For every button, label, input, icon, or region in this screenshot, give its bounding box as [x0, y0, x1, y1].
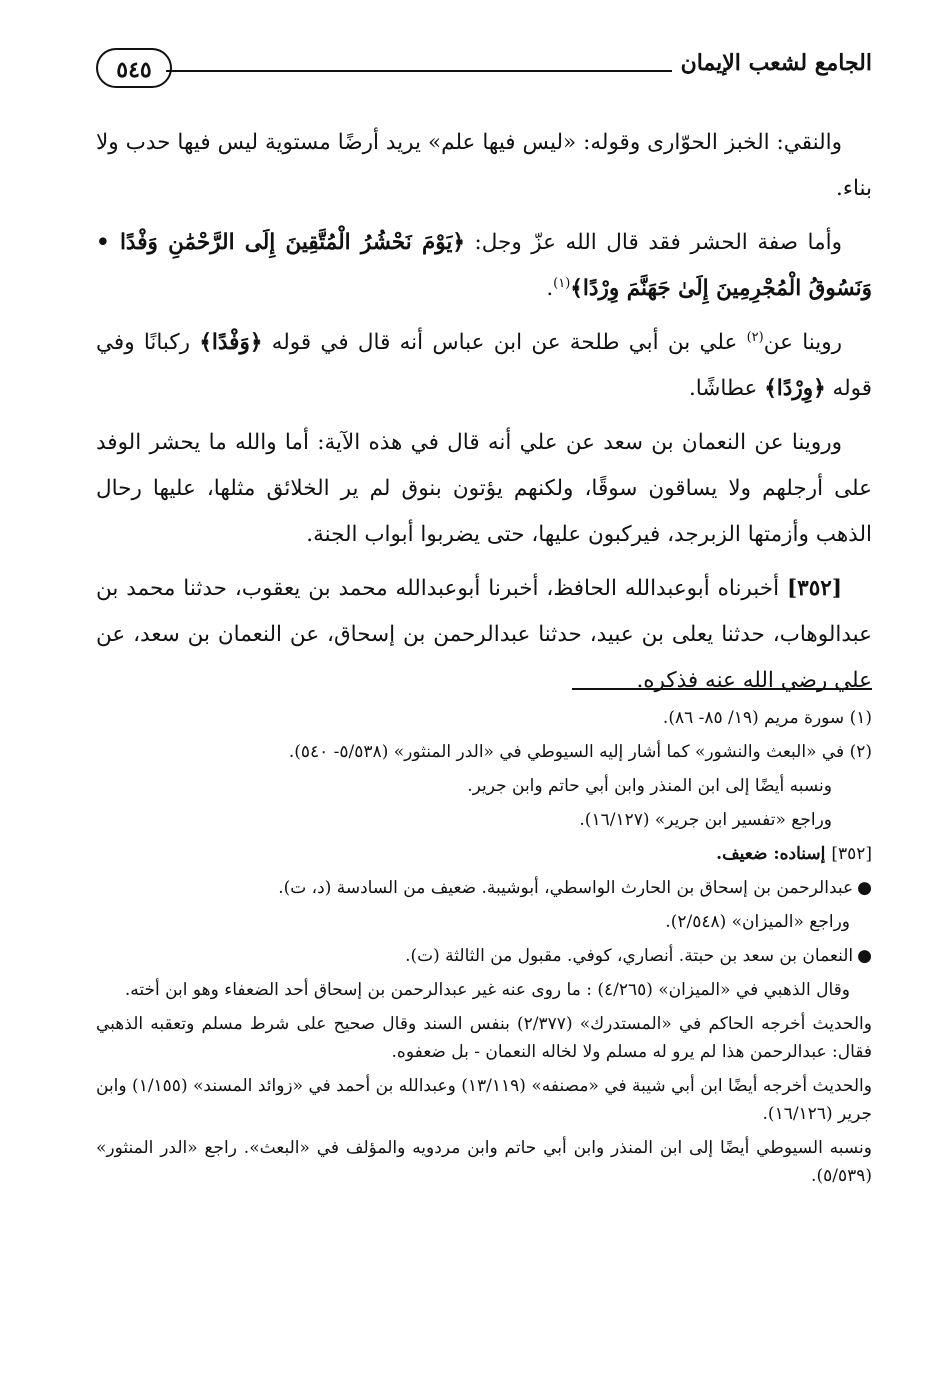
paragraph-2-end: . — [546, 276, 554, 301]
footnote-2-note-a: ونسبه أيضًا إلى ابن المنذر وابن أبي حاتم وابن جرير. — [467, 776, 832, 796]
quran-word-wafdan: ﴿وَفْدًا﴾ — [199, 330, 263, 355]
paragraph-3-start: روينا عن — [763, 330, 842, 355]
footnote-2-note-b: وراجع «تفسير ابن جرير» (١٦/١٢٧). — [579, 810, 832, 830]
paragraph-3-end: عطاشًا. — [688, 376, 765, 401]
paragraph-2-intro: وأما صفة الحشر فقد قال الله عزّ وجل: — [464, 230, 842, 255]
paragraph-2 — [96, 220, 872, 312]
footnote-ref-1: (١) — [553, 275, 571, 291]
running-title: الجامع لشعب الإيمان — [680, 50, 872, 76]
paragraph-3-mid2: ركبانًا وفي قوله — [96, 330, 872, 401]
quran-word-wirdan: ﴿وِرْدًا﴾ — [764, 376, 826, 401]
quran-verse: ﴿يَوْمَ نَحْشُرُ الْمُتَّقِينَ إِلَى الرَّحْمَٰنِ وَفْدًا • وَنَسُوقُ الْمُجْرِمِينَ إِلَىٰ جَهَنَّمَ وِرْدًا﴾ — [96, 230, 872, 301]
paragraph-5 — [96, 566, 872, 704]
page-number: ٥٤٥ — [96, 48, 172, 88]
header-rule — [166, 70, 672, 72]
narrator-1 — [96, 874, 872, 902]
commentary-3: ونسبه السيوطي أيضًا إلى ابن المنذر وابن أبي حاتم وابن مردويه والمؤلف في «البعث». راجع «الدر المنثور» (٥/٥٣٩). — [96, 1138, 872, 1186]
commentary-2: والحديث أخرجه أيضًا ابن أبي شيبة في «مصنفه» (١٣/١١٩) وعبدالله بن أحمد في «زوائد المسند» (١/١٥٥) وابن جرير (١٦/١٢٦). — [96, 1076, 872, 1124]
footnotes — [96, 704, 872, 1196]
narrator-2-note: وقال الذهبي في «الميزان» (٤/٢٦٥) : ما روى عنه غير عبدالرحمن بن إسحاق أحد الضعفاء وهو ابن أخته. — [124, 980, 850, 1000]
commentary-1: والحديث أخرجه الحاكم في «المستدرك» (٢/٣٧٧) بنفس السند وقال صحيح على شرط مسلم وتعقبه الذهبي فقال: عبدالرحمن هذا لم يرو له مسلم ولا لخاله النعمان - بل ضعفوه. — [96, 1014, 872, 1062]
footnote-separator — [572, 688, 872, 690]
bullet-icon: ● — [857, 878, 872, 898]
footnote-ref-2: (٢) — [746, 329, 764, 345]
footnote-352-heading — [96, 840, 872, 868]
narrator-1-text: عبدالرحمن بن إسحاق بن الحارث الواسطي، أبوشيبة. ضعيف من السادسة (د، ت). — [278, 878, 854, 898]
paragraph-3-mid1: علي بن أبي طلحة عن ابن عباس أنه قال في قوله — [262, 330, 747, 355]
page-header — [96, 44, 872, 100]
footnote-352-label: إسناده: ضعيف. — [716, 844, 832, 864]
bullet-icon: ● — [857, 946, 872, 966]
hadith-number: [٣٥٢] — [786, 576, 842, 601]
paragraph-3 — [96, 320, 872, 412]
footnote-2: (٢) في «البعث والنشور» كما أشار إليه السيوطي في «الدر المنثور» (٥/٥٣٨- ٥٤٠). — [288, 742, 872, 762]
paragraph-1: والنقي: الخبز الحوّارى وقوله: «ليس فيها علم» يريد أرضًا مستوية ليس فيها حدب ولا بناء. — [96, 130, 872, 201]
paragraph-5-text: أخبرناه أبوعبدالله الحافظ، أخبرنا أبوعبدالله محمد بن يعقوب، حدثنا محمد بن عبدالوهاب، حدثنا يعلى بن عبيد، حدثنا عبدالرحمن بن إسحاق، عن النعمان بن سعد، عن علي رضي الله عنه فذكره. — [96, 576, 872, 693]
narrator-2 — [96, 942, 872, 970]
paragraph-4: وروينا عن النعمان بن سعد عن علي أنه قال في هذه الآية: أما والله ما يحشر الوفد على أرجلهم ولا يساقون سوقًا، ولكنهم يؤتون بنوق لم ير الخلائق مثلها، عليها رحال الذهب وأزمتها الزبرجد، فيركبون عليها، حتى يضربوا أبواب الجنة. — [96, 430, 872, 547]
footnote-352-number: [٣٥٢] — [831, 844, 872, 864]
narrator-1-note: وراجع «الميزان» (٢/٥٤٨). — [665, 912, 850, 932]
footnote-1: (١) سورة مريم (١٩/ ٨٥- ٨٦). — [662, 708, 872, 728]
narrator-2-text: النعمان بن سعد بن حبتة. أنصاري، كوفي. مقبول من الثالثة (ت). — [405, 946, 854, 966]
main-text — [96, 120, 872, 712]
